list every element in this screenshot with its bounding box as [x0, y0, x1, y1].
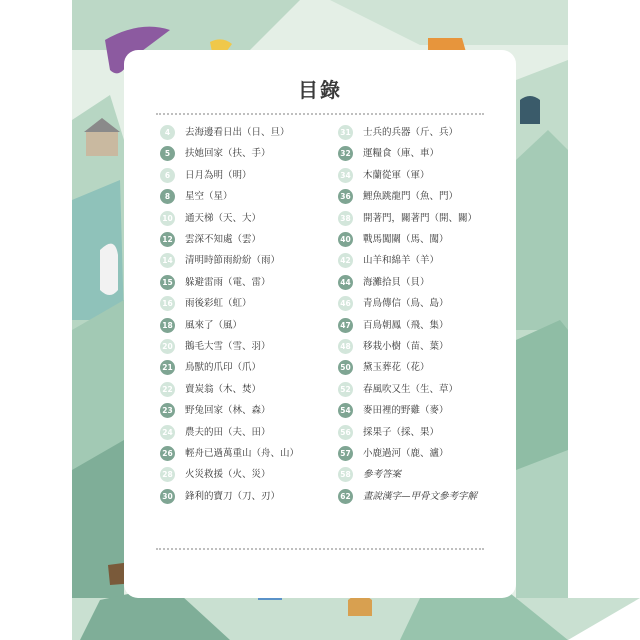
toc-entry-title: 去海邊看日出（日、旦）	[185, 127, 290, 138]
page-number-badge: 16	[160, 296, 175, 311]
page-number-badge: 20	[160, 339, 175, 354]
toc-entry-title: 火災救援（火、災）	[185, 469, 271, 481]
toc-entry-title: 採果子（採、果）	[363, 426, 440, 438]
page-number-badge: 10	[160, 211, 175, 226]
page-number-badge: 15	[160, 275, 175, 290]
toc-entry-title: 黛玉葬花（花）	[363, 362, 430, 374]
page-number-badge: 24	[160, 425, 175, 440]
page-number-badge: 14	[160, 253, 175, 268]
toc-entry-title: 木蘭從軍（軍）	[363, 169, 430, 181]
page-number-badge: 57	[338, 446, 353, 461]
page-number-badge: 6	[160, 168, 175, 183]
toc-entry-title: 青鳥傳信（鳥、島）	[363, 298, 449, 310]
page-number-badge: 40	[338, 232, 353, 247]
toc-entry-title: 清明時節雨紛紛（雨）	[185, 255, 281, 267]
page-number-badge: 58	[338, 467, 353, 482]
toc-entry-title: 風來了（風）	[185, 319, 243, 331]
page-number-badge: 21	[160, 360, 175, 375]
divider-top	[156, 113, 484, 115]
page-number-badge: 48	[338, 339, 353, 354]
toc-entry-title: 移栽小樹（苗、葉）	[363, 341, 449, 352]
toc-entry-title: 畫說漢字—甲骨文參考字解	[363, 490, 478, 502]
page-number-badge: 8	[160, 189, 175, 204]
toc-entry-title: 開著門，關著門（開、關）	[363, 212, 478, 224]
page-number-badge: 12	[160, 232, 175, 247]
page-number-badge: 28	[160, 467, 175, 482]
toc-entry-title: 鵝毛大雪（雪、羽）	[185, 341, 271, 352]
page-number-badge: 30	[160, 489, 175, 504]
page-number-badge: 47	[338, 318, 353, 333]
page-number-badge: 56	[338, 425, 353, 440]
page-number-badge: 54	[338, 403, 353, 418]
toc-entry-title: 雲深不知處（雲）	[185, 234, 262, 245]
toc-entry-title: 扶她回家（扶、手）	[185, 148, 271, 160]
toc-entry-title: 輕舟已過萬重山（舟、山）	[185, 448, 300, 459]
toc-entry-title: 麥田裡的野雞（麥）	[363, 405, 449, 417]
toc-entry-title: 運糧食（庫、車）	[363, 148, 440, 160]
toc-entry-title: 日月為明（明）	[185, 169, 252, 181]
toc-entry-title: 躲避雷雨（電、雷）	[185, 276, 271, 288]
toc-entry-title: 士兵的兵器（斤、兵）	[363, 127, 459, 138]
page-number-badge: 31	[338, 125, 353, 140]
page-number-badge: 4	[160, 125, 175, 140]
divider-bottom	[156, 548, 484, 550]
toc-entry-title: 海灘拾貝（貝）	[363, 276, 430, 288]
toc-entry-title: 山羊和綿羊（羊）	[363, 255, 440, 267]
toc-entry-title: 星空（星）	[185, 191, 233, 203]
toc-entry-title: 賣炭翁（木、焚）	[185, 383, 262, 395]
page-number-badge: 22	[160, 382, 175, 397]
toc-entry-title: 鋒利的寶刀（刀、刃）	[185, 490, 281, 502]
toc-entry-title: 野兔回家（林、森）	[185, 405, 271, 417]
toc-entry-title: 百鳥朝鳳（飛、集）	[363, 319, 449, 331]
page-number-badge: 5	[160, 146, 175, 161]
toc-entry-title: 參考答案	[363, 469, 402, 481]
toc-entry-title: 雨後彩虹（虹）	[185, 298, 252, 310]
toc-entry-title: 春風吹又生（生、草）	[363, 383, 459, 395]
page-number-badge: 36	[338, 189, 353, 204]
page-number-badge: 23	[160, 403, 175, 418]
page-number-badge: 38	[338, 211, 353, 226]
page-number-badge: 42	[338, 253, 353, 268]
toc-entry-title: 鯉魚跳龍門（魚、門）	[363, 191, 459, 203]
page-number-badge: 52	[338, 382, 353, 397]
toc-entry-title: 鳥獸的爪印（爪）	[185, 362, 262, 374]
toc-entry-title: 戰馬闖關（馬、闖）	[363, 234, 449, 245]
page-number-badge: 50	[338, 360, 353, 375]
page-number-badge: 26	[160, 446, 175, 461]
page-number-badge: 62	[338, 489, 353, 504]
page-number-badge: 18	[160, 318, 175, 333]
page-number-badge: 32	[338, 146, 353, 161]
page-number-badge: 46	[338, 296, 353, 311]
page-title: 目錄	[298, 78, 342, 102]
toc-entry-title: 小鹿過河（鹿、瀘）	[363, 448, 449, 459]
page-number-badge: 34	[338, 168, 353, 183]
toc-entry-title: 農夫的田（夫、田）	[185, 426, 271, 438]
toc-entry-title: 通天梯（天、大）	[185, 212, 262, 224]
page-number-badge: 44	[338, 275, 353, 290]
